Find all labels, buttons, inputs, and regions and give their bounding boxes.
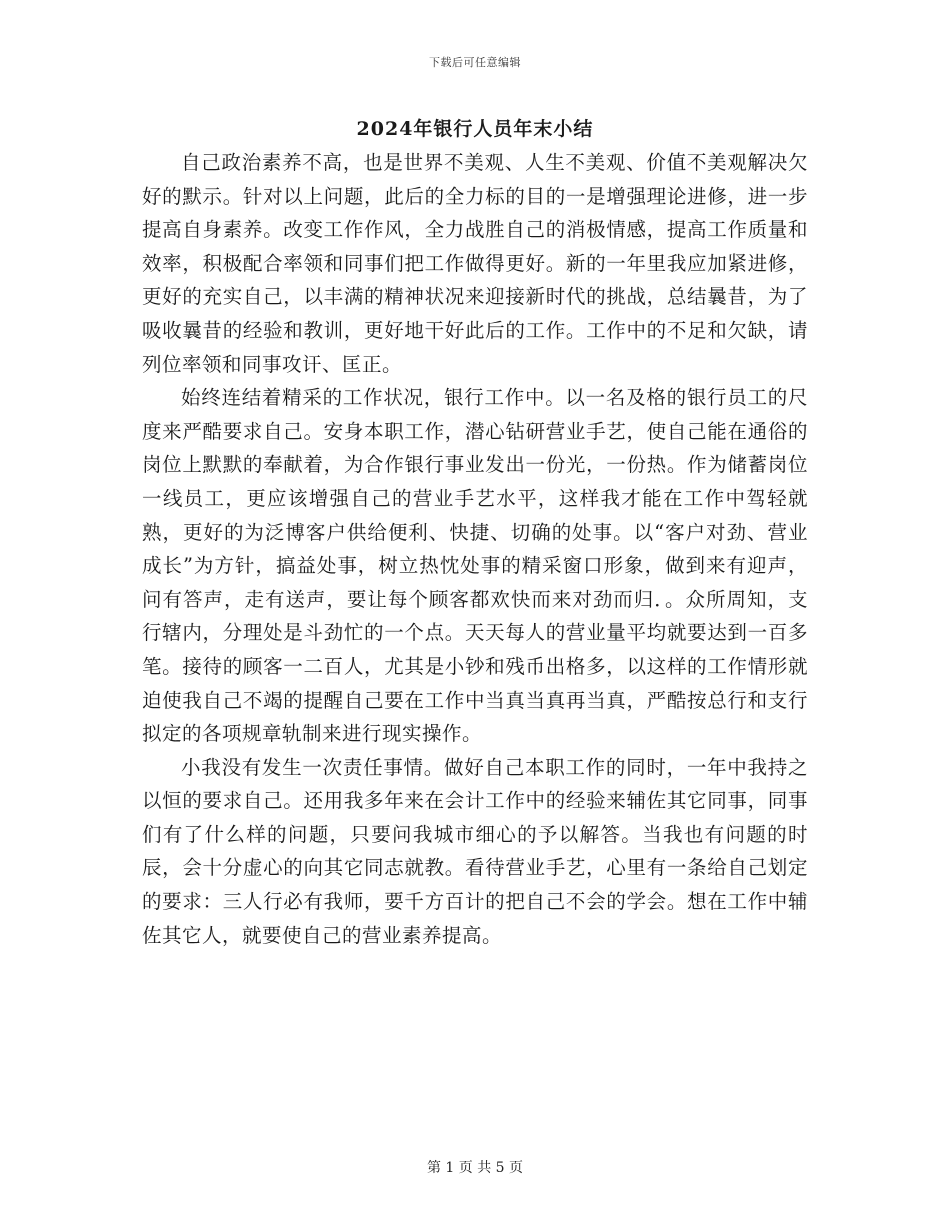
page-indicator: 第 1 页 共 5 页 bbox=[426, 1160, 524, 1176]
document-body bbox=[142, 146, 808, 952]
paragraph-3: 小我没有发生一次责任事情。做好自己本职工作的同时，一年中我持之以恒的要求自己。还用我多年来在会计工作中的经验来辅佐其它同事，同事们有了什么样的问题，只要问我城市细心的予以解答。当我也有问题的时辰，会十分虚心的向其它同志就教。看待营业手艺，心里有一条给自己划定的要求：三人行必有我师，要千方百计的把自己不会的学会。想在工作中辅佐其它人，就要使自己的营业素养提高。 bbox=[142, 755, 808, 947]
header-note: 下载后可任意编辑 bbox=[429, 56, 521, 69]
paragraph-1: 自己政治素养不高，也是世界不美观、人生不美观、价值不美观解决欠好的默示。针对以上问题，此后的全力标的目的一是增强理论进修，进一步提高自身素养。改变工作作风，全力战胜自己的消极情感，提高工作质量和效率，积极配合率领和同事们把工作做得更好。新的一年里我应加紧进修，更好的充实自己，以丰满的精神状况来迎接新时代的挑战，总结曩昔，为了吸收曩昔的经验和教训，更好地干好此后的工作。工作中的不足和欠缺，请列位率领和同事攻讦、匡正。 bbox=[142, 151, 808, 376]
paragraph-2: 始终连结着精采的工作状况，银行工作中。以一名及格的银行员工的尺度来严酷要求自己。安身本职工作，潜心钻研营业手艺，使自己能在通俗的岗位上默默的奉献着，为合作银行事业发出一份光，一份热。作为储蓄岗位一线员工，更应该增强自己的营业手艺水平，这样我才能在工作中驾轻就熟，更好的为泛博客户供给便利、快捷、切确的处事。以“客户对劲、营业成长”为方针，搞益处事，树立热忱处事的精采窗口形象，做到来有迎声，问有答声，走有送声，要让每个顾客都欢快而来对劲而归．。众所周知，支行辖内，分理处是斗劲忙的一个点。天天每人的营业量平均就要达到一百多笔。接待的顾客一二百人，尤其是小钞和残币出格多，以这样的工作情形就迫使我自己不竭的提醒自己要在工作中当真当真再当真，严酷按总行和支行拟定的各项规章轨制来进行现实操作。 bbox=[142, 386, 808, 746]
document-title: 2024年银行人员年末小结 bbox=[356, 118, 594, 140]
